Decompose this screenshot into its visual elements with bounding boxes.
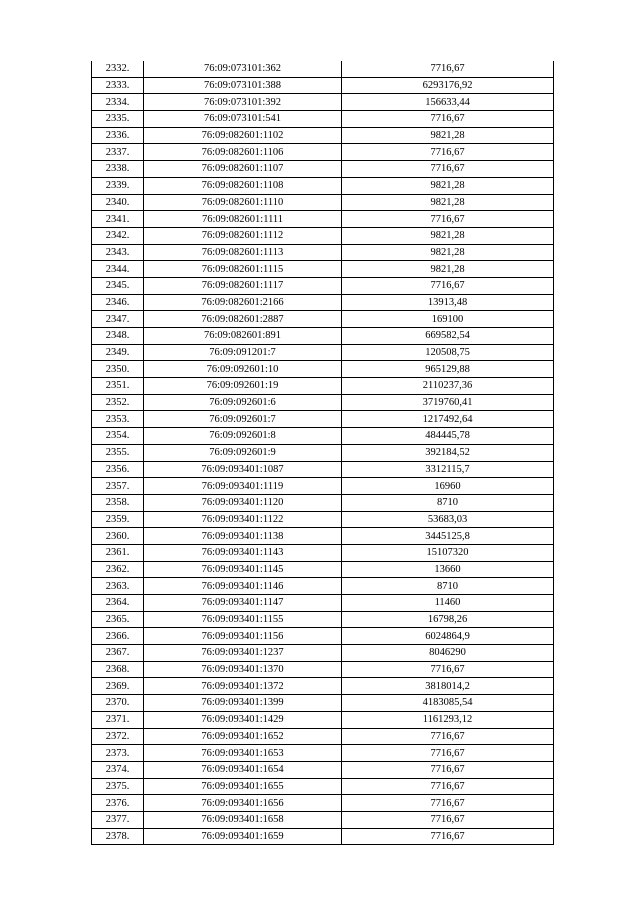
table-row (92, 778, 554, 795)
row-number-cell: 2343. (92, 244, 144, 261)
cadastral-number-cell: 76:09:082601:891 (144, 328, 342, 345)
table-row (92, 127, 554, 144)
row-number-cell: 2349. (92, 344, 144, 361)
cadastral-number-cell: 76:09:082601:1117 (144, 277, 342, 294)
table-row (92, 294, 554, 311)
table-row (92, 528, 554, 545)
row-number-cell: 2344. (92, 261, 144, 278)
table-row (92, 378, 554, 395)
row-number-cell: 2337. (92, 144, 144, 161)
table-body (92, 61, 554, 845)
cadastral-number-cell: 76:09:093401:1237 (144, 645, 342, 662)
table-row (92, 111, 554, 128)
row-number-cell: 2345. (92, 277, 144, 294)
table-row (92, 561, 554, 578)
table-row (92, 444, 554, 461)
value-cell: 13660 (342, 561, 554, 578)
row-number-cell: 2371. (92, 711, 144, 728)
value-cell: 53683,03 (342, 511, 554, 528)
value-cell: 7716,67 (342, 111, 554, 128)
value-cell: 7716,67 (342, 811, 554, 828)
cadastral-number-cell: 76:09:093401:1147 (144, 595, 342, 612)
cadastral-number-cell: 76:09:093401:1143 (144, 544, 342, 561)
cadastral-number-cell: 76:09:093401:1658 (144, 811, 342, 828)
cadastral-number-cell: 76:09:093401:1145 (144, 561, 342, 578)
cadastral-number-cell: 76:09:082601:1112 (144, 227, 342, 244)
cadastral-number-cell: 76:09:093401:1654 (144, 761, 342, 778)
table-row (92, 94, 554, 111)
table-row (92, 745, 554, 762)
cadastral-number-cell: 76:09:082601:1107 (144, 161, 342, 178)
cadastral-number-cell: 76:09:082601:2887 (144, 311, 342, 328)
row-number-cell: 2358. (92, 494, 144, 511)
table-row (92, 161, 554, 178)
row-number-cell: 2334. (92, 94, 144, 111)
row-number-cell: 2370. (92, 695, 144, 712)
value-cell: 13913,48 (342, 294, 554, 311)
row-number-cell: 2369. (92, 678, 144, 695)
table-row (92, 811, 554, 828)
cadastral-number-cell: 76:09:092601:10 (144, 361, 342, 378)
table-row (92, 544, 554, 561)
table-row (92, 645, 554, 662)
table-row (92, 578, 554, 595)
cadastral-number-cell: 76:09:093401:1429 (144, 711, 342, 728)
value-cell: 9821,28 (342, 227, 554, 244)
row-number-cell: 2336. (92, 127, 144, 144)
row-number-cell: 2378. (92, 828, 144, 845)
cadastral-number-cell: 76:09:093401:1156 (144, 628, 342, 645)
value-cell: 16960 (342, 478, 554, 495)
cadastral-number-cell: 76:09:093401:1122 (144, 511, 342, 528)
value-cell: 9821,28 (342, 244, 554, 261)
table-row (92, 711, 554, 728)
cadastral-number-cell: 76:09:093401:1372 (144, 678, 342, 695)
cadastral-number-cell: 76:09:093401:1653 (144, 745, 342, 762)
value-cell: 3719760,41 (342, 394, 554, 411)
value-cell: 4183085,54 (342, 695, 554, 712)
table-row (92, 144, 554, 161)
table-row (92, 728, 554, 745)
table-row (92, 311, 554, 328)
cadastral-number-cell: 76:09:073101:388 (144, 77, 342, 94)
cadastral-value-table (91, 61, 554, 845)
table-row (92, 595, 554, 612)
cadastral-number-cell: 76:09:093401:1370 (144, 661, 342, 678)
table-row (92, 628, 554, 645)
table-row (92, 761, 554, 778)
row-number-cell: 2357. (92, 478, 144, 495)
row-number-cell: 2353. (92, 411, 144, 428)
value-cell: 7716,67 (342, 277, 554, 294)
row-number-cell: 2346. (92, 294, 144, 311)
cadastral-number-cell: 76:09:082601:1115 (144, 261, 342, 278)
cadastral-number-cell: 76:09:093401:1655 (144, 778, 342, 795)
cadastral-number-cell: 76:09:082601:1106 (144, 144, 342, 161)
value-cell: 15107320 (342, 544, 554, 561)
value-cell: 6293176,92 (342, 77, 554, 94)
cadastral-number-cell: 76:09:093401:1087 (144, 461, 342, 478)
value-cell: 16798,26 (342, 611, 554, 628)
cadastral-number-cell: 76:09:092601:7 (144, 411, 342, 428)
cadastral-number-cell: 76:09:082601:1111 (144, 211, 342, 228)
cadastral-number-cell: 76:09:093401:1146 (144, 578, 342, 595)
cadastral-number-cell: 76:09:093401:1652 (144, 728, 342, 745)
value-cell: 3818014,2 (342, 678, 554, 695)
value-cell: 392184,52 (342, 444, 554, 461)
value-cell: 169100 (342, 311, 554, 328)
value-cell: 7716,67 (342, 795, 554, 812)
cadastral-number-cell: 76:09:082601:1110 (144, 194, 342, 211)
table-row (92, 428, 554, 445)
value-cell: 965129,88 (342, 361, 554, 378)
value-cell: 7716,67 (342, 61, 554, 77)
value-cell: 7716,67 (342, 828, 554, 845)
value-cell: 669582,54 (342, 328, 554, 345)
table-row (92, 194, 554, 211)
row-number-cell: 2354. (92, 428, 144, 445)
row-number-cell: 2352. (92, 394, 144, 411)
table-row (92, 361, 554, 378)
row-number-cell: 2338. (92, 161, 144, 178)
row-number-cell: 2363. (92, 578, 144, 595)
table-row (92, 227, 554, 244)
row-number-cell: 2377. (92, 811, 144, 828)
cadastral-number-cell: 76:09:092601:9 (144, 444, 342, 461)
cadastral-number-cell: 76:09:093401:1656 (144, 795, 342, 812)
cadastral-number-cell: 76:09:093401:1119 (144, 478, 342, 495)
table-row (92, 795, 554, 812)
table-row (92, 77, 554, 94)
value-cell: 3312115,7 (342, 461, 554, 478)
row-number-cell: 2360. (92, 528, 144, 545)
row-number-cell: 2364. (92, 595, 144, 612)
table-row (92, 244, 554, 261)
cadastral-number-cell: 76:09:073101:362 (144, 61, 342, 77)
row-number-cell: 2348. (92, 328, 144, 345)
table-row (92, 661, 554, 678)
value-cell: 8710 (342, 578, 554, 595)
table-row (92, 61, 554, 77)
row-number-cell: 2350. (92, 361, 144, 378)
table-row (92, 828, 554, 845)
row-number-cell: 2367. (92, 645, 144, 662)
row-number-cell: 2342. (92, 227, 144, 244)
table-row (92, 177, 554, 194)
row-number-cell: 2365. (92, 611, 144, 628)
row-number-cell: 2339. (92, 177, 144, 194)
table-row (92, 328, 554, 345)
cadastral-number-cell: 76:09:082601:1102 (144, 127, 342, 144)
value-cell: 3445125,8 (342, 528, 554, 545)
row-number-cell: 2347. (92, 311, 144, 328)
value-cell: 2110237,36 (342, 378, 554, 395)
value-cell: 7716,67 (342, 728, 554, 745)
value-cell: 1217492,64 (342, 411, 554, 428)
value-cell: 1161293,12 (342, 711, 554, 728)
cadastral-number-cell: 76:09:093401:1399 (144, 695, 342, 712)
table-row (92, 478, 554, 495)
row-number-cell: 2368. (92, 661, 144, 678)
cadastral-number-cell: 76:09:093401:1120 (144, 494, 342, 511)
cadastral-number-cell: 76:09:092601:19 (144, 378, 342, 395)
table-row (92, 511, 554, 528)
row-number-cell: 2335. (92, 111, 144, 128)
row-number-cell: 2372. (92, 728, 144, 745)
cadastral-number-cell: 76:09:092601:6 (144, 394, 342, 411)
row-number-cell: 2375. (92, 778, 144, 795)
cadastral-number-cell: 76:09:082601:1108 (144, 177, 342, 194)
row-number-cell: 2355. (92, 444, 144, 461)
table-row (92, 695, 554, 712)
value-cell: 9821,28 (342, 177, 554, 194)
row-number-cell: 2376. (92, 795, 144, 812)
row-number-cell: 2333. (92, 77, 144, 94)
row-number-cell: 2332. (92, 61, 144, 77)
value-cell: 7716,67 (342, 161, 554, 178)
value-cell: 8710 (342, 494, 554, 511)
table-row (92, 678, 554, 695)
row-number-cell: 2341. (92, 211, 144, 228)
value-cell: 7716,67 (342, 211, 554, 228)
table-row (92, 411, 554, 428)
row-number-cell: 2340. (92, 194, 144, 211)
table-row (92, 211, 554, 228)
table-row (92, 611, 554, 628)
cadastral-number-cell: 76:09:082601:2166 (144, 294, 342, 311)
table-row (92, 277, 554, 294)
value-cell: 9821,28 (342, 194, 554, 211)
cadastral-number-cell: 76:09:073101:392 (144, 94, 342, 111)
row-number-cell: 2351. (92, 378, 144, 395)
table-row (92, 394, 554, 411)
table-row (92, 461, 554, 478)
row-number-cell: 2366. (92, 628, 144, 645)
row-number-cell: 2373. (92, 745, 144, 762)
cadastral-number-cell: 76:09:082601:1113 (144, 244, 342, 261)
value-cell: 484445,78 (342, 428, 554, 445)
value-cell: 120508,75 (342, 344, 554, 361)
row-number-cell: 2374. (92, 761, 144, 778)
value-cell: 11460 (342, 595, 554, 612)
row-number-cell: 2356. (92, 461, 144, 478)
cadastral-number-cell: 76:09:093401:1138 (144, 528, 342, 545)
value-cell: 7716,67 (342, 778, 554, 795)
row-number-cell: 2362. (92, 561, 144, 578)
value-cell: 9821,28 (342, 127, 554, 144)
table-row (92, 494, 554, 511)
cadastral-number-cell: 76:09:092601:8 (144, 428, 342, 445)
value-cell: 7716,67 (342, 761, 554, 778)
value-cell: 7716,67 (342, 745, 554, 762)
value-cell: 156633,44 (342, 94, 554, 111)
value-cell: 6024864,9 (342, 628, 554, 645)
cadastral-number-cell: 76:09:093401:1659 (144, 828, 342, 845)
row-number-cell: 2359. (92, 511, 144, 528)
row-number-cell: 2361. (92, 544, 144, 561)
value-cell: 8046290 (342, 645, 554, 662)
table-row (92, 344, 554, 361)
cadastral-number-cell: 76:09:073101:541 (144, 111, 342, 128)
value-cell: 9821,28 (342, 261, 554, 278)
value-cell: 7716,67 (342, 144, 554, 161)
table-row (92, 261, 554, 278)
cadastral-number-cell: 76:09:093401:1155 (144, 611, 342, 628)
value-cell: 7716,67 (342, 661, 554, 678)
cadastral-number-cell: 76:09:091201:7 (144, 344, 342, 361)
